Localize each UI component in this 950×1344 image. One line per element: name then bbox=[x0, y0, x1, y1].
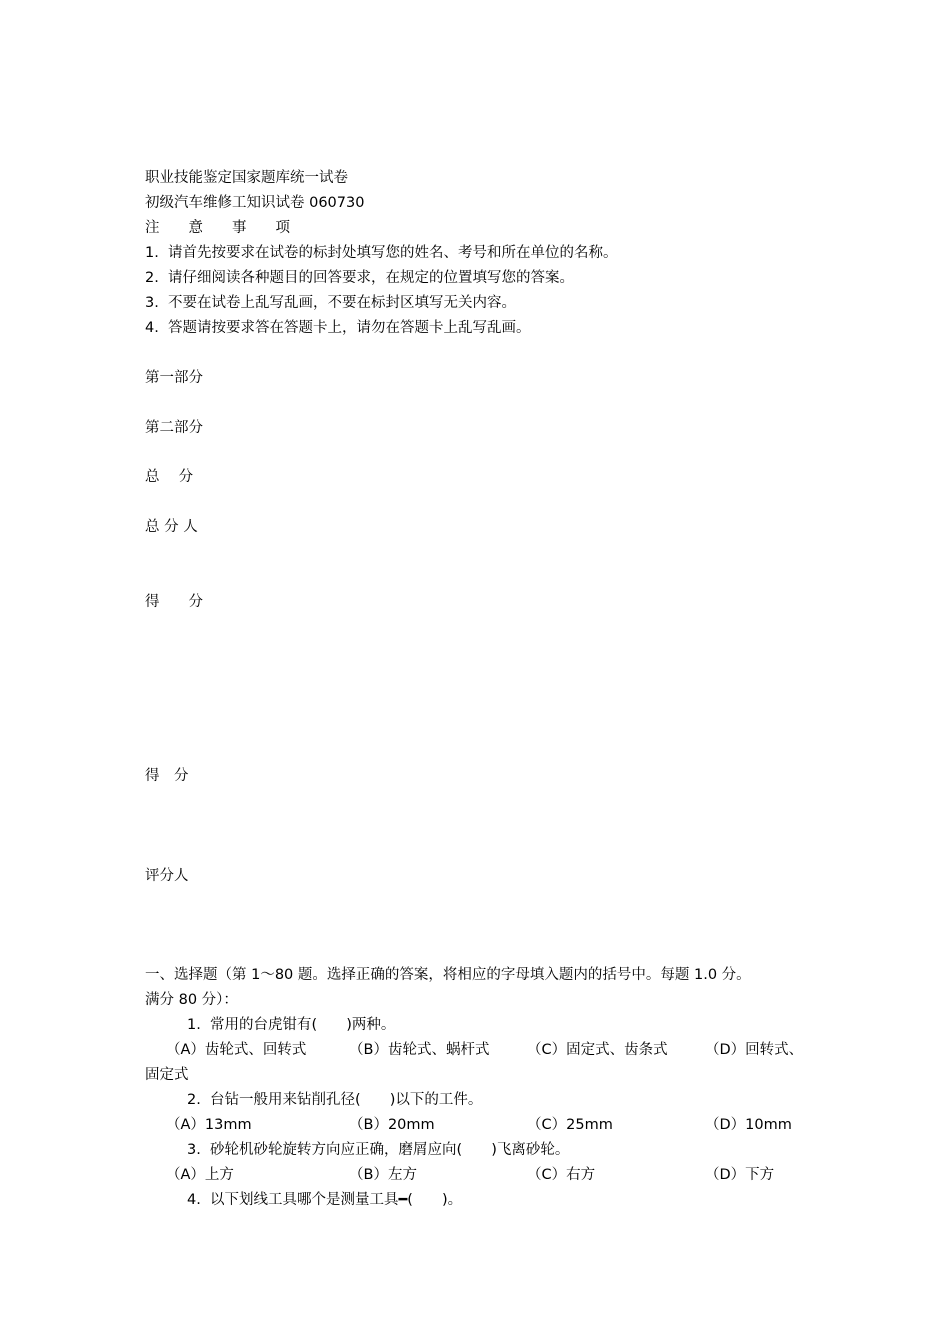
score-total-label: 总 分 bbox=[145, 469, 194, 485]
question-2-option-c: （C）25mm bbox=[527, 1117, 613, 1133]
question-1-option-wrap: 固定式 bbox=[145, 1067, 189, 1083]
score-label-1: 得 分 bbox=[145, 594, 203, 610]
notice-heading: 注 意 事 项 bbox=[145, 220, 290, 236]
grader-label: 评分人 bbox=[145, 868, 189, 884]
score-label-2: 得 分 bbox=[145, 768, 189, 784]
question-1-option-d: （D）回转式、 bbox=[705, 1042, 804, 1058]
question-1-option-c: （C）固定式、齿条式 bbox=[527, 1042, 668, 1058]
notice-item-1: 1. 请首先按要求在试卷的标封处填写您的姓名、考号和所在单位的名称。 bbox=[145, 245, 618, 261]
section-intro-line2: 满分 80 分）： bbox=[145, 992, 238, 1008]
score-part1-label: 第一部分 bbox=[145, 370, 203, 386]
question-3-stem: 3. 砂轮机砂轮旋转方向应正确，磨屑应向( )飞离砂轮。 bbox=[187, 1142, 570, 1158]
notice-item-2: 2. 请仔细阅读各种题目的回答要求，在规定的位置填写您的答案。 bbox=[145, 270, 575, 286]
question-3-option-a: （A）上方 bbox=[166, 1167, 234, 1183]
question-3-option-c: （C）右方 bbox=[527, 1167, 596, 1183]
exam-subtitle: 初级汽车维修工知识试卷 060730 bbox=[145, 195, 365, 211]
question-2-stem: 2. 台钻一般用来钻削孔径( )以下的工件。 bbox=[187, 1092, 483, 1108]
notice-item-4: 4. 答题请按要求答在答题卡上，请勿在答题卡上乱写乱画。 bbox=[145, 320, 531, 336]
section-intro-line1: 一、选择题（第 1～80 题。选择正确的答案，将相应的字母填入题内的括号中。每题 1.0 分。 bbox=[145, 967, 751, 983]
question-4-stem: 4. 以下划线工具哪个是测量工具━( )。 bbox=[187, 1192, 463, 1208]
question-2-option-a: （A）13mm bbox=[166, 1117, 252, 1133]
question-2-option-d: （D）10mm bbox=[705, 1117, 792, 1133]
question-1-option-b: （B）齿轮式、蜗杆式 bbox=[349, 1042, 490, 1058]
question-1-option-a: （A）齿轮式、回转式 bbox=[166, 1042, 307, 1058]
question-2-option-b: （B）20mm bbox=[349, 1117, 435, 1133]
exam-title: 职业技能鉴定国家题库统一试卷 bbox=[145, 170, 348, 186]
score-part2-label: 第二部分 bbox=[145, 420, 203, 436]
notice-item-3: 3. 不要在试卷上乱写乱画，不要在标封区填写无关内容。 bbox=[145, 295, 517, 311]
score-total-person-label: 总 分 人 bbox=[145, 519, 198, 535]
question-1-stem: 1. 常用的台虎钳有( )两种。 bbox=[187, 1017, 396, 1033]
question-3-option-d: （D）下方 bbox=[705, 1167, 775, 1183]
question-3-option-b: （B）左方 bbox=[349, 1167, 417, 1183]
